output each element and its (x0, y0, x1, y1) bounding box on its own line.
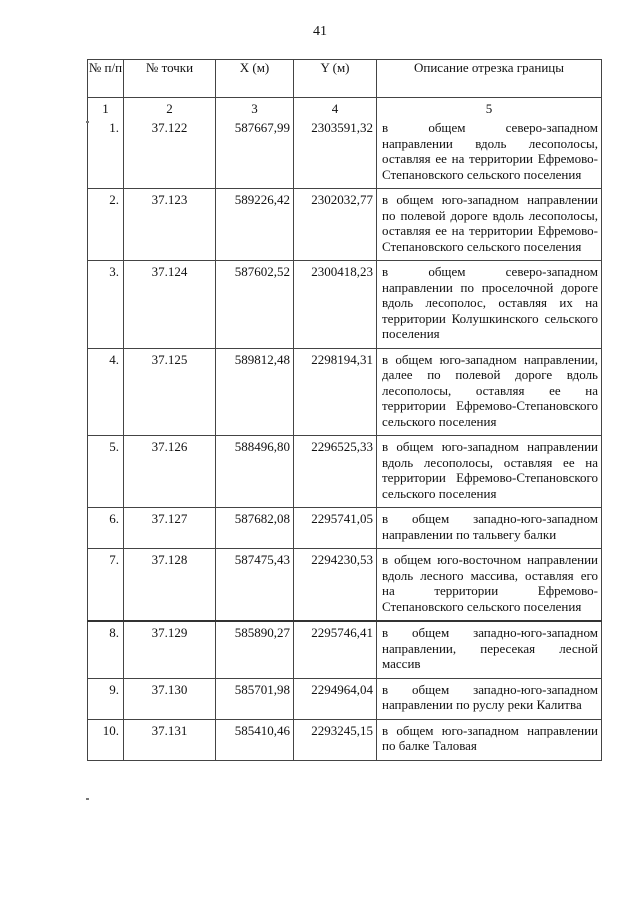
y-coordinate-cell: 2295741,05 (294, 508, 377, 549)
description-cell: в общем юго-западном направлении вдоль лесополосы, оставляя ее на территории Ефремово-Степановского сельского поселения (377, 436, 602, 508)
y-coordinate-cell: 2302032,77 (294, 189, 377, 261)
point-number-cell: 37.124 (124, 261, 216, 349)
table-row (88, 719, 602, 760)
point-number-cell: 37.122 (124, 120, 216, 189)
table-row (88, 621, 602, 678)
x-coordinate-cell: 589226,42 (216, 189, 294, 261)
point-number-cell: 37.123 (124, 189, 216, 261)
row-number-cell: 8. (88, 621, 124, 678)
x-coordinate-cell: 587475,43 (216, 549, 294, 622)
row-number-cell: 10. (88, 719, 124, 760)
column-number: 2 (124, 98, 216, 121)
y-coordinate-cell: 2294964,04 (294, 678, 377, 719)
x-coordinate-cell: 589812,48 (216, 348, 294, 436)
y-coordinate-cell: 2298194,31 (294, 348, 377, 436)
y-coordinate-cell: 2303591,32 (294, 120, 377, 189)
description-cell: в общем западно-юго-западном направлении по руслу реки Калитва (377, 678, 602, 719)
row-number-cell: 3. (88, 261, 124, 349)
header-description: Описание отрезка границы (377, 60, 602, 98)
point-number-cell: 37.131 (124, 719, 216, 760)
header-x-coordinate: X (м) (216, 60, 294, 98)
point-number-cell: 37.128 (124, 549, 216, 622)
row-number-cell: 2. (88, 189, 124, 261)
x-coordinate-cell: 585890,27 (216, 621, 294, 678)
header-point-number: № точки (124, 60, 216, 98)
scan-artifact (86, 121, 89, 123)
description-cell: в общем юго-восточном направлении вдоль лесного массива, оставляя его на территории Ефремово-Степановского сельского поселения (377, 549, 602, 622)
description-cell: в общем северо-западном направлении по проселочной дороге вдоль лесополос, оставляя их на территории Колушкинского сельского поселения (377, 261, 602, 349)
y-coordinate-cell: 2296525,33 (294, 436, 377, 508)
header-row-number: № п/п (88, 60, 124, 98)
description-cell: в общем юго-западном направлении, далее по полевой дороге вдоль лесополосы, оставляя ее на территории Ефремово-Степановского сельского поселения (377, 348, 602, 436)
table-row (88, 508, 602, 549)
header-y-coordinate: Y (м) (294, 60, 377, 98)
point-number-cell: 37.127 (124, 508, 216, 549)
row-number-cell: 6. (88, 508, 124, 549)
table-row (88, 261, 602, 349)
header-row (88, 60, 602, 98)
page-number: 41 (313, 24, 327, 39)
table-row (88, 189, 602, 261)
column-number: 1 (88, 98, 124, 121)
y-coordinate-cell: 2300418,23 (294, 261, 377, 349)
y-coordinate-cell: 2294230,53 (294, 549, 377, 622)
description-cell: в общем западно-юго-западном направлении по тальвегу балки (377, 508, 602, 549)
column-number: 5 (377, 98, 602, 121)
column-numbers-row (88, 98, 602, 121)
x-coordinate-cell: 588496,80 (216, 436, 294, 508)
point-number-cell: 37.126 (124, 436, 216, 508)
description-cell: в общем юго-западном направлении по балке Таловая (377, 719, 602, 760)
row-number-cell: 9. (88, 678, 124, 719)
row-number-cell: 1. (88, 120, 124, 189)
description-cell: в общем западно-юго-западном направлении, пересекая лесной массив (377, 621, 602, 678)
point-number-cell: 37.125 (124, 348, 216, 436)
point-number-cell: 37.129 (124, 621, 216, 678)
row-number-cell: 5. (88, 436, 124, 508)
column-number: 4 (294, 98, 377, 121)
description-cell: в общем северо-западном направлении вдоль лесополосы, оставляя ее на территории Ефремово-Степановского сельского поселения (377, 120, 602, 189)
column-number: 3 (216, 98, 294, 121)
y-coordinate-cell: 2293245,15 (294, 719, 377, 760)
table-row (88, 436, 602, 508)
x-coordinate-cell: 587682,08 (216, 508, 294, 549)
boundary-table (87, 59, 602, 761)
table-row (88, 678, 602, 719)
x-coordinate-cell: 587602,52 (216, 261, 294, 349)
y-coordinate-cell: 2295746,41 (294, 621, 377, 678)
row-number-cell: 7. (88, 549, 124, 622)
x-coordinate-cell: 585410,46 (216, 719, 294, 760)
table-row (88, 120, 602, 189)
description-cell: в общем юго-западном направлении по полевой дороге вдоль лесополосы, оставляя ее на территории Ефремово-Степановского сельского поселения (377, 189, 602, 261)
x-coordinate-cell: 585701,98 (216, 678, 294, 719)
point-number-cell: 37.130 (124, 678, 216, 719)
scan-artifact (86, 798, 89, 800)
table-row (88, 549, 602, 622)
table-row (88, 348, 602, 436)
row-number-cell: 4. (88, 348, 124, 436)
x-coordinate-cell: 587667,99 (216, 120, 294, 189)
